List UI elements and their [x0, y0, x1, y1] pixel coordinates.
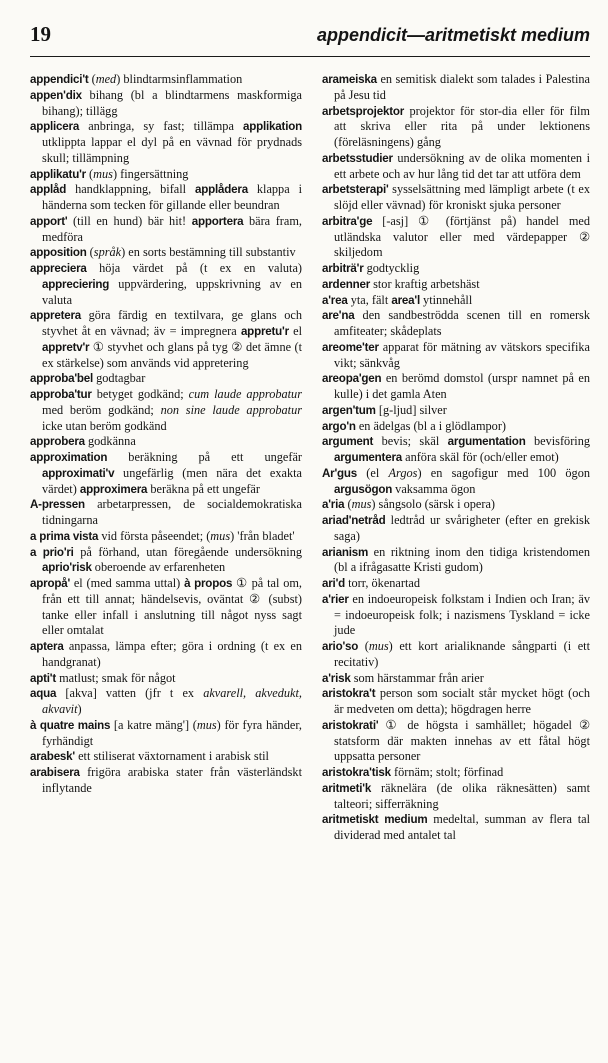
definition-text: som härstammar från arier [350, 670, 484, 685]
definition-text: anföra skäl för (och/eller emot) [402, 450, 559, 464]
dictionary-entry [30, 245, 302, 261]
italic-text: språk [93, 245, 122, 260]
headword: aqua [30, 687, 57, 701]
headword: are'na [322, 309, 355, 323]
headword: arbetsterapi' [322, 183, 389, 197]
dictionary-entry [322, 72, 590, 104]
definition-text: icke utan beröm godkänd [42, 418, 167, 433]
headword: arameiska [322, 73, 377, 86]
definition-text: medeltal, summan av flera tal dividerad med antalet tal [334, 812, 590, 842]
headword: à propos [184, 577, 233, 590]
headword: appreciering [42, 277, 110, 291]
definition-text: ett stiliserat växtornament i arabisk stil [75, 749, 269, 764]
headword: a'ria [322, 498, 345, 512]
dictionary-entry [30, 182, 302, 214]
headword: aristokra't [322, 687, 376, 701]
definition-text: ) en sagofigur med 100 ögon [417, 465, 590, 480]
definition-text: matlust; smak för något [56, 670, 176, 685]
definition-text: göra färdig en textilvara, ge glans och styvhet åt en vävnad; äv = impregnera [42, 308, 302, 338]
definition-text: klappa i händerna som tecken för gillande eller beundran [42, 182, 302, 212]
definition-text: ) fingersättning [112, 166, 189, 181]
headword: area'l [391, 293, 420, 307]
headword: approximera [79, 482, 148, 496]
dictionary-entry [322, 151, 590, 183]
definition-text: godkänna [84, 434, 136, 449]
dictionary-entry [322, 497, 590, 513]
definition-text: ) ett kort arialiknande sångparti (i ett recitativ) [334, 639, 590, 669]
headword: apportera [191, 214, 244, 228]
definition-text: ) [77, 702, 82, 716]
definition-text: anbringa, sy fast; tillämpa [79, 119, 243, 134]
definition-text: (till en hund) bär hit! [67, 213, 192, 228]
headword: a'rea [322, 293, 348, 307]
left-column [30, 72, 302, 797]
running-head: appendicit—aritmetiskt medium [316, 25, 590, 45]
dictionary-entry [322, 466, 590, 498]
headword: aptera [30, 640, 64, 653]
italic-text: cum laude approbatur [188, 387, 302, 401]
dictionary-entry [30, 718, 302, 750]
definition-text: el [288, 324, 302, 338]
dictionary-entry [30, 119, 302, 166]
headword: approximation [30, 451, 108, 464]
dictionary-entry [30, 308, 302, 371]
headword: areopa'gen [322, 372, 382, 386]
italic-text: mus [368, 639, 389, 653]
headword: argumentera [334, 451, 403, 464]
definition-text: ① styvhet och glans på tyg ② det ämne (t ex stärkelse) som används vid appretering [42, 339, 302, 370]
definition-text: vaksamma ögon [392, 481, 476, 496]
definition-text: med beröm godkänd; [42, 402, 161, 417]
headword: approba'tur [30, 388, 92, 401]
definition-text: höja värdet på (t ex en valuta) [86, 261, 302, 275]
dictionary-entry [30, 371, 302, 387]
definition-text: ① de högsta i samhället; högadel ② statsform där makten innehas av ett fåtal högt uppsatta personer [334, 717, 590, 764]
definition-text: torr, ökenartad [345, 576, 420, 590]
dictionary-entry [30, 261, 302, 308]
definition-text: projektor för stor-dia eller för film att skriva eller rita på under lektionens (föreläsningens) gång [334, 103, 590, 149]
definition-text: ungefärlig (men nära det exakta värdet) [42, 465, 302, 496]
headword: areome'ter [322, 340, 379, 354]
dictionary-entry [322, 592, 590, 639]
dictionary-entry [30, 214, 302, 246]
headword: aritmetiskt medium [322, 813, 428, 827]
definition-text: [a katre mäng'] ( [110, 717, 197, 732]
headword: arabesk' [30, 750, 75, 764]
definition-text: utklippta lappar el dyl på en vävnad för prydnads skull; tillämpning [42, 135, 302, 165]
definition-text: ) sångsolo (särsk i opera) [371, 497, 496, 512]
dictionary-entry [30, 72, 302, 88]
definition-text: sysselsättning med lämpligt arbete (t ex slöjd eller vävnad) för kroniskt sjuka personer [334, 182, 590, 212]
dictionary-entry [30, 749, 302, 765]
headword: a'risk [322, 671, 351, 685]
headword: apposition [30, 246, 87, 260]
definition-text: en riktning inom den tidiga kristendomen (bl a ifrågasatte Kristi gudom) [334, 544, 590, 575]
dictionary-entry [322, 261, 590, 277]
definition-text: räknelära (de olika räknesätten) samt talteori; sifferräkning [334, 780, 590, 811]
headword: appretera [30, 309, 82, 323]
headword: apport' [30, 214, 68, 228]
dictionary-entry [30, 167, 302, 183]
headword: argo'n [322, 419, 356, 433]
definition-text: frigöra arabiska stater från västerländskt inflytande [42, 765, 302, 795]
italic-text: mus [93, 166, 113, 181]
definition-text: bevisföring [525, 434, 590, 449]
definition-text: ( [85, 166, 94, 181]
dictionary-entry [30, 576, 302, 639]
definition-text: beräkning på ett ungefär [107, 450, 302, 464]
headword: arianism [322, 545, 369, 559]
dictionary-entry [322, 545, 590, 577]
dictionary-entry [322, 277, 590, 293]
headword: aristokrati' [322, 718, 379, 732]
headword: appretu'r [240, 325, 289, 338]
definition-text: ( [86, 245, 94, 260]
headword: applådera [195, 183, 248, 197]
headword: appendici't [30, 73, 89, 86]
definition-text: beräkna på ett ungefär [147, 481, 260, 496]
dictionary-entry [322, 765, 590, 781]
headword: appreciera [30, 262, 87, 275]
dictionary-entry [322, 308, 590, 340]
definition-text: ( [88, 72, 96, 86]
headword: applikation [243, 120, 302, 134]
dictionary-entry [30, 88, 302, 120]
headword: argen'tum [322, 403, 376, 417]
italic-text: non sine laude approbatur [160, 402, 302, 417]
headword: arbetsprojektor [322, 104, 405, 118]
definition-text: ledtråd ur svårigheter (efter en grekisk saga) [334, 513, 590, 543]
definition-text: person som socialt står mycket högt (och är medveten om detta); högdragen herre [334, 686, 590, 716]
dictionary-entry [322, 671, 590, 687]
dictionary-entry [30, 450, 302, 497]
dictionary-entry [322, 639, 590, 671]
definition-text: bihang (bl a blindtarmens maskformiga bihang); tillägg [42, 87, 302, 118]
definition-text: på förhand, utan föregående undersökning [73, 544, 302, 559]
headword: aprio'risk [42, 561, 92, 575]
headword: ari'd [322, 577, 346, 590]
italic-text: med [95, 72, 117, 86]
headword: A-pressen [30, 498, 85, 512]
dictionary-entry [30, 686, 302, 718]
headword: applikatu'r [30, 167, 86, 181]
definition-text: godtagbar [93, 371, 146, 386]
definition-text: en semitisk dialekt som talades i Palestina på Jesu tid [334, 72, 590, 102]
headword: ariad'netråd [322, 514, 386, 527]
definition-text: förnäm; stolt; förfinad [390, 765, 504, 779]
dictionary-entry [322, 812, 590, 844]
definition-text: ytinnehåll [419, 292, 473, 307]
dictionary-entry [322, 576, 590, 592]
definition-text: apparat för mätning av vätskors specifika vikt; sänkvåg [334, 339, 590, 370]
dictionary-entry [322, 182, 590, 214]
dictionary-entry [30, 545, 302, 577]
dictionary-entry [322, 371, 590, 403]
definition-text: en indoeuropeisk folkstam i Indien och Iran; äv = indoeuropeisk folk; i nazismens Tyskland = icke jude [334, 591, 590, 638]
headword: arbetsstudier [322, 151, 393, 165]
headword: approba'bel [30, 372, 94, 386]
definition-text: godtycklig [363, 261, 420, 275]
headword: applicera [30, 120, 80, 134]
headword: appretv'r [42, 340, 90, 354]
dictionary-entry [30, 671, 302, 687]
dictionary-entry [322, 686, 590, 718]
definition-text: oberoende av erfarenheten [91, 560, 226, 575]
headword: approximati'v [42, 466, 115, 480]
dictionary-entry [30, 529, 302, 545]
dictionary-entry [322, 293, 590, 309]
definition-text: bevis; skäl [373, 434, 448, 449]
headword: aritmeti'k [322, 781, 372, 795]
definition-text: uppvärdering, uppskrivning av en valuta [42, 276, 302, 307]
definition-text: betyget godkänd; [91, 387, 189, 401]
dictionary-entry [30, 434, 302, 450]
definition-text: ① på tal om, från ett till annat; händelsevis, oväntat ② (subst) tanke eller infall i anslutning till något nyss sagt eller omtalat [42, 576, 302, 638]
definition-text: stor kraftig arbetshäst [370, 276, 480, 291]
dictionary-entry [322, 513, 590, 545]
definition-text: ) blindtarmsinflammation [116, 72, 243, 86]
dictionary-entry [30, 639, 302, 671]
italic-text: akvarell, akvedukt, akvavit [42, 686, 302, 716]
definition-text: vid första påseendet; ( [98, 528, 211, 543]
dictionary-entry [30, 387, 302, 434]
right-column [322, 72, 590, 844]
definition-text: ( [344, 497, 352, 512]
dictionary-entry [322, 403, 590, 419]
headword: arabisera [30, 766, 80, 779]
definition-text: (el [357, 465, 389, 480]
headword: à quatre mains [30, 718, 111, 732]
page-header [30, 22, 590, 57]
headword: a prima vista [30, 529, 99, 543]
definition-text: undersökning av de olika momenten i ett arbete och av hur lång tid det tar att utföra dem [334, 150, 590, 181]
headword: argusögon [334, 482, 393, 496]
italic-text: mus [210, 528, 231, 543]
dictionary-entry [322, 214, 590, 261]
headword: a prio'ri [30, 545, 74, 559]
headword: apti't [30, 671, 57, 685]
definition-text: den sandbeströdda scenen till en romersk amfiteater; skådeplats [334, 308, 590, 338]
dictionary-entry [322, 434, 590, 466]
headword: argument [322, 435, 374, 449]
headword: approbera [30, 435, 85, 449]
definition-text: ) 'från bladet' [230, 528, 295, 543]
headword: arbiträ'r [322, 262, 364, 275]
definition-text: el (med samma uttal) [70, 576, 185, 590]
dictionary-entry [30, 497, 302, 529]
page-number: 19 [30, 22, 51, 46]
headword: applåd [30, 183, 67, 197]
dictionary-entry [322, 781, 590, 813]
definition-text: [akva] vatten (jfr t ex [56, 686, 204, 701]
italic-text: mus [351, 497, 372, 512]
headword: aristokra'tisk [322, 766, 391, 779]
definition-text: [g-ljud] silver [375, 402, 447, 417]
headword: ardenner [322, 277, 371, 291]
italic-text: Argos [388, 465, 418, 480]
definition-text: en ädelgas (bl a i glödlampor) [355, 418, 507, 433]
headword: appen'dix [30, 88, 82, 102]
headword: ario'so [322, 640, 359, 653]
headword: argumentation [447, 435, 526, 449]
definition-text: anpassa, lämpa efter; göra i ordning (t ex en handgranat) [42, 639, 302, 669]
definition-text: arbetarpressen, de socialdemokratiska tidningarna [42, 497, 302, 527]
definition-text: [-asj] ① (förtjänst på) handel med utländska valutor eller med värdepapper ② skiljedom [334, 213, 590, 260]
headword: Ar'gus [322, 466, 358, 480]
definition-text: ( [358, 639, 369, 653]
definition-text: ) för fyra händer, fyrhändigt [42, 717, 302, 748]
definition-text: en berömd domstol (urspr namnet på en kulle) i det gamla Aten [334, 371, 590, 401]
headword: arbitra'ge [322, 214, 373, 228]
dictionary-entry [322, 419, 590, 435]
definition-text: handklappning, bifall [66, 182, 195, 197]
italic-text: mus [196, 717, 217, 732]
definition-text: yta, fält [347, 292, 392, 307]
dictionary-entry [322, 104, 590, 151]
headword: apropå' [30, 577, 71, 590]
dictionary-entry [322, 340, 590, 372]
dictionary-entry [30, 765, 302, 797]
definition-text: bära fram, medföra [42, 213, 302, 244]
headword: a'rier [322, 592, 349, 606]
definition-text: ) en sorts bestämning till substantiv [121, 245, 296, 260]
dictionary-entry [322, 718, 590, 765]
